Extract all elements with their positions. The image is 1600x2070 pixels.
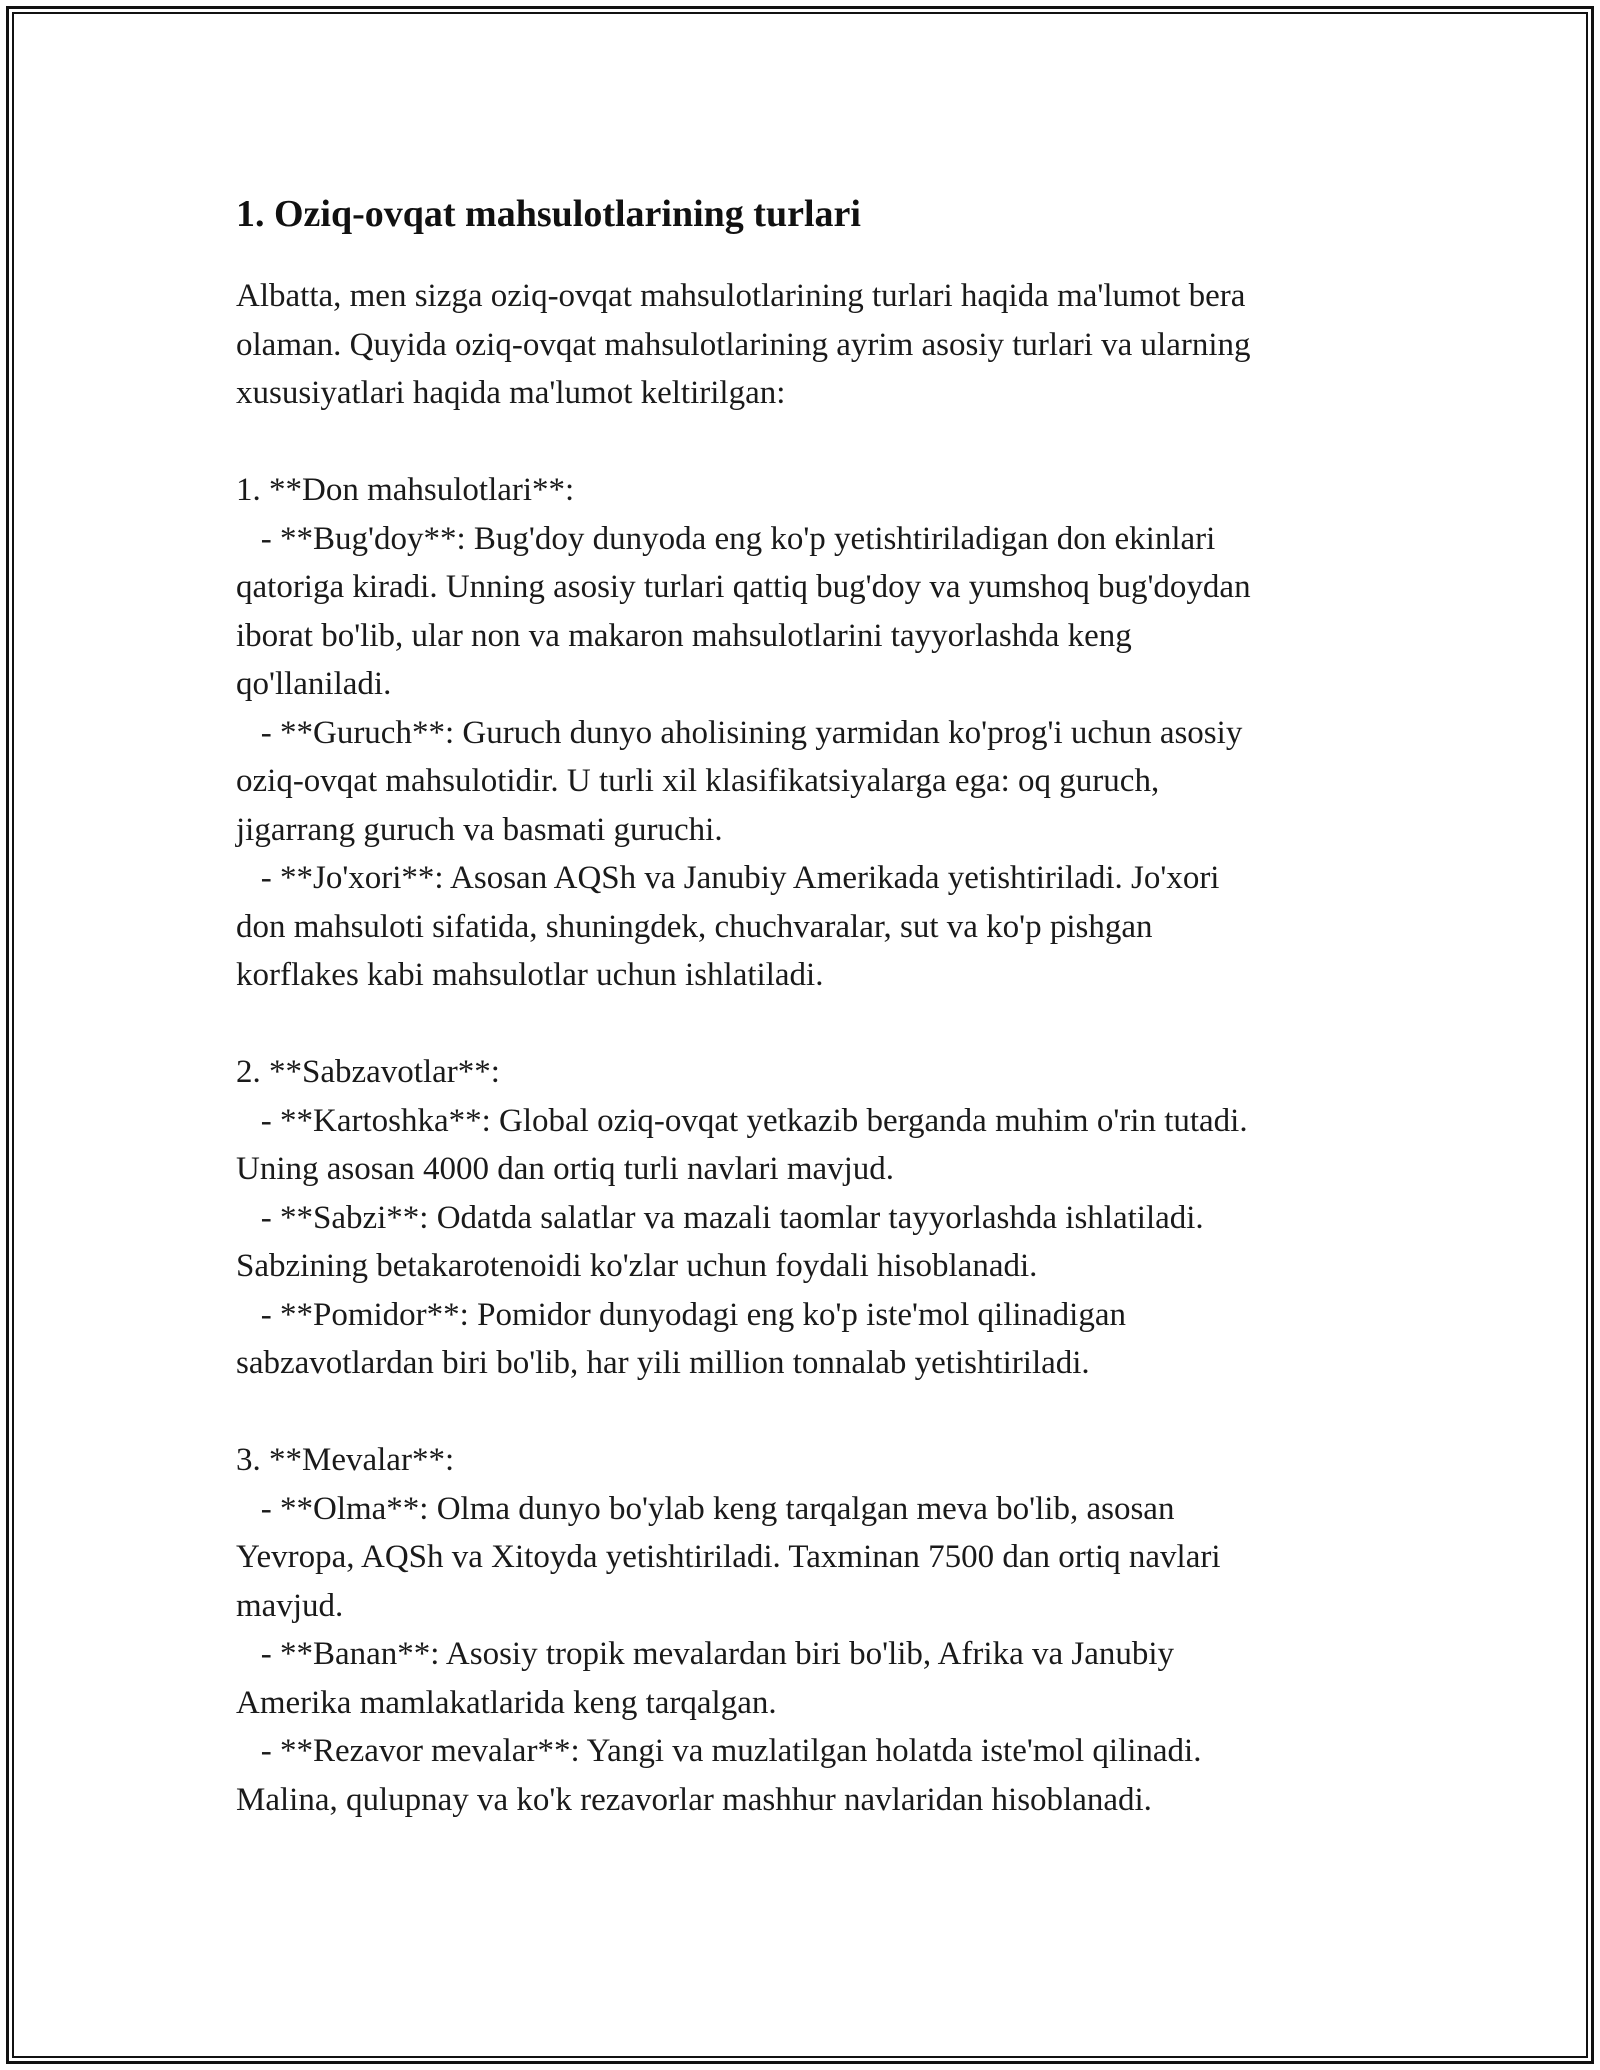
document-title: 1. Oziq-ovqat mahsulotlarining turlari xyxy=(236,193,861,235)
document-content xyxy=(236,186,1386,1824)
document-body: Albatta, men sizga oziq-ovqat mahsulotlarining turlari haqida ma'lumot bera olaman. Quyida oziq-ovqat mahsulotlarining ayrim asosiy turlari va ularning xususiyatlari haqida ma'lumot keltirilgan: 1. **Don mahsulotlari**: - **Bug'doy**: Bug'doy dunyoda eng ko'p yetishtiriladigan don ekinlari qatoriga kiradi. Unning asosiy turlari qattiq bug'doy va yumshoq bug'doydan iborat bo'lib, ular non va makaron mahsulotlarini tayyorlashda keng qo'llaniladi. - **Guruch**: Guruch dunyo aholisining yarmidan ko'prog'i uchun asosiy oziq-ovqat mahsulotidir. U turli xil klasifikatsiyalarga ega: oq guruch, jigarrang guruch va basmati guruchi. - **Jo'xori**: Asosan AQSh va Janubiy Amerikada yetishtiriladi. Jo'xori don mahsuloti sifatida, shuningdek, chuchvaralar, sut va ko'p pishgan korflakes kabi mahsulotlar uchun ishlatiladi. 2. **Sabzavotlar**: - **Kartoshka**: Global oziq-ovqat yetkazib berganda muhim o'rin tutadi. Uning asosan 4000 dan ortiq turli navlari mavjud. - **Sabzi**: Odatda salatlar va mazali taomlar tayyorlashda ishlatiladi. Sabzining betakarotenoidi ko'zlar uchun foydali hisoblanadi. - **Pomidor**: Pomidor dunyodagi eng ko'p iste'mol qilinadigan sabzavotlardan biri bo'lib, har yili million tonnalab yetishtiriladi. 3. **Mevalar**: - **Olma**: Olma dunyo bo'ylab keng tarqalgan meva bo'lib, asosan Yevropa, AQSh va Xitoyda yetishtiriladi. Taxminan 7500 dan ortiq navlari mavjud. - **Banan**: Asosiy tropik mevalardan biri bo'lib, Afrika va Janubiy Amerika mamlakatlarida keng tarqalgan. - **Rezavor mevalar**: Yangi va muzlatilgan holatda iste'mol qilinadi. Malina, qulupnay va ko'k rezavorlar mashhur navlaridan hisoblanadi. xyxy=(236,278,1251,1818)
